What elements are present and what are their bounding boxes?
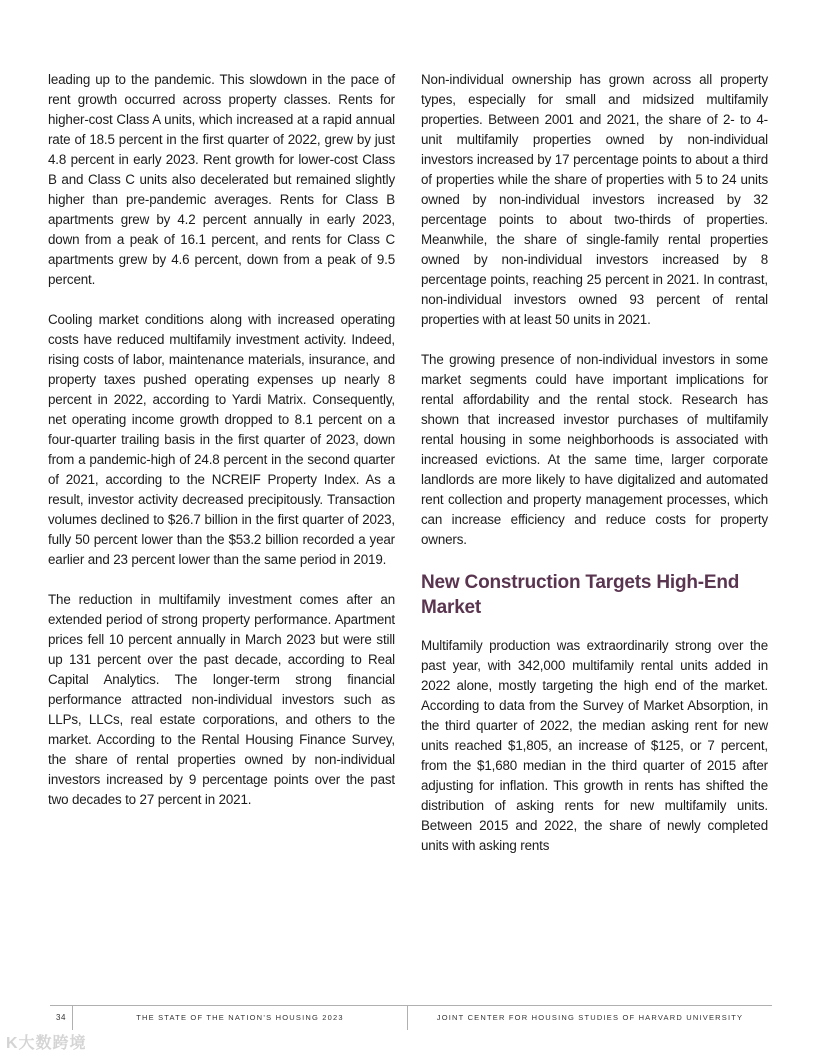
paragraph-new-construction: Multifamily production was extraordinarily strong over the past year, with 342,000 multifamily rental units added in 2022 alone, mostly targeting the high end of the market. According to data from the Survey of Market Absorption, in the third quarter of 2022, the median asking rent for new units reached $1,805, an increase of $125, or 7 percent, from the $1,680 median in the third quarter of 2015 after adjusting for inflation. This growth in rents has shifted the distribution of asking rents for new multifamily units. Between 2015 and 2022, the share of newly completed units with asking rents (421, 638, 768, 853)
paragraph-rent-growth-slowdown: leading up to the pandemic. This slowdown in the pace of rent growth occurred across property classes. Rents for higher-cost Class A units, which increased at a rapid annual rate of 18.5 percent in the first quarter of 2022, grew by just 4.8 percent in early 2023. Rent growth for lower-cost Class B and Class C units also decelerated but remained slightly higher than pre-pandemic averages. Rents for Class B apartments grew by 4.2 percent annually in early 2023, down from a peak of 16.1 percent, and rents for Class C apartments grew by 4.6 percent, down from a peak of 9.5 percent. (48, 72, 395, 287)
page-footer (50, 1005, 772, 1030)
paragraph-investor-implications: The growing presence of non-individual investors in some market segments could have important implications for rental affordability and the rental stock. Research has shown that increased investor purchases of multifamily rental housing in some neighborhoods is associated with increased evictions. At the same time, larger corporate landlords are more likely to have digitalized and automated rent collection and property management processes, which can increase efficiency and reduce costs for property owners. (421, 352, 768, 547)
watermark-logo: K大数跨境 (6, 1035, 87, 1052)
paragraph-non-individual-ownership: Non-individual ownership has grown across all property types, especially for small and midsized multifamily properties. Between 2001 and 2021, the share of 2- to 4-unit multifamily properties owned by non-individual investors increased by 17 percentage points to about a third of properties while the share of properties with 5 to 24 units owned by non-individual investors increased by 32 percentage points to about two-thirds of properties. Meanwhile, the share of single-family rental properties owned by non-individual investors increased by 8 percentage points, reaching 25 percent in 2021. In contrast, non-individual investors owned 93 percent of rental properties with at least 50 units in 2021. (421, 72, 768, 327)
footer-report-title: THE STATE OF THE NATION’S HOUSING 2023 (73, 1006, 408, 1030)
page-number: 34 (50, 1006, 73, 1030)
right-column (421, 70, 768, 876)
footer-organization: JOINT CENTER FOR HOUSING STUDIES OF HARVARD UNIVERSITY (436, 1013, 744, 1022)
paragraph-investment-reduction: The reduction in multifamily investment comes after an extended period of strong property performance. Apartment prices fell 10 percent annually in March 2023 but were still up 131 percent over the past decade, according to Real Capital Analytics. The longer-term strong financial performance attracted non-individual investors such as LLPs, LLCs, real estate corporations, and others to the market. According to the Rental Housing Finance Survey, the share of rental properties owned by non-individual investors increased by 9 percentage points over the past two decades to 27 percent in 2021. (48, 592, 395, 807)
paragraph-investment-cooling: Cooling market conditions along with increased operating costs have reduced multifamily investment activity. Indeed, rising costs of labor, maintenance materials, insurance, and property taxes pushed operating expenses up nearly 8 percent in 2022, according to Yardi Matrix. Consequently, net operating income growth dropped to 8.1 percent on a four-quarter trailing basis in the first quarter of 2023, down from a pandemic-high of 24.8 percent in the second quarter of 2021, according to the NCREIF Property Index. As a result, investor activity decreased precipitously. Transaction volumes declined to $26.7 billion in the first quarter of 2023, fully 50 percent lower than the $53.2 billion recorded a year earlier and 23 percent lower than the same period in 2019. (48, 312, 395, 567)
left-column (48, 70, 395, 830)
section-heading: New Construction Targets High-End Market (421, 572, 740, 618)
